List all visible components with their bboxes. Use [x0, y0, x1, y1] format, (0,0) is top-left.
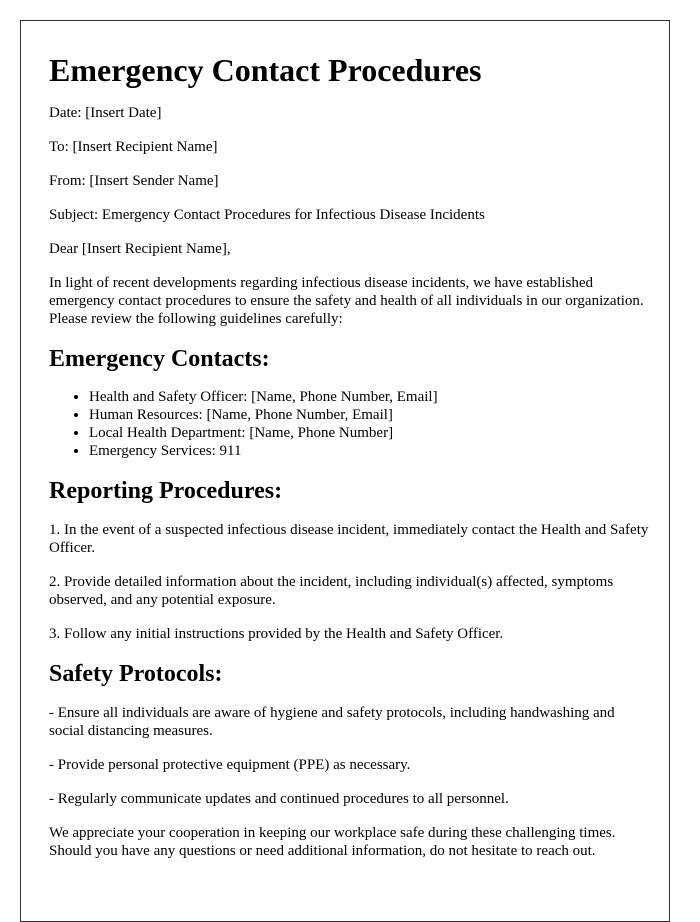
subject-line: Subject: Emergency Contact Procedures for Infectious Disease Incidents — [49, 206, 485, 223]
contact-item-human-resources: • Human Resources: [Name, Phone Number, Email] — [89, 406, 649, 424]
salutation: Dear [Insert Recipient Name], — [49, 240, 231, 257]
safety-item-communication: - Regularly communicate updates and continued procedures to all personnel. — [49, 790, 509, 807]
letter-page — [20, 20, 670, 922]
intro-paragraph: In light of recent developments regarding infectious disease incidents, we have established emergency contact procedures to ensure the safety and health of all individuals in our organization. Please review the following guidelines carefully: — [49, 274, 644, 327]
contact-item-emergency-services: • Emergency Services: 911 — [89, 442, 649, 460]
from-line: From: [Insert Sender Name] — [49, 172, 219, 189]
safety-protocols-heading: Safety Protocols: — [49, 660, 223, 687]
reporting-step-1: 1. In the event of a suspected infectious disease incident, immediately contact the Health and Safety Officer. — [49, 521, 649, 556]
emergency-contacts-heading: Emergency Contacts: — [49, 345, 270, 372]
to-line: To: [Insert Recipient Name] — [49, 138, 218, 155]
safety-item-ppe: - Provide personal protective equipment (PPE) as necessary. — [49, 756, 411, 773]
safety-item-hygiene: - Ensure all individuals are aware of hygiene and safety protocols, including handwashing and social distancing measures. — [49, 704, 615, 739]
date-line: Date: [Insert Date] — [49, 104, 162, 121]
emergency-contacts-list — [49, 388, 649, 460]
reporting-procedures-heading: Reporting Procedures: — [49, 478, 283, 505]
closing-paragraph: We appreciate your cooperation in keeping our workplace safe during these challenging times. Should you have any questions or need additional information, do not hesitate to reach out. — [49, 824, 616, 859]
contact-item-local-health-department: • Local Health Department: [Name, Phone Number] — [89, 424, 649, 442]
page-title: Emergency Contact Procedures — [49, 52, 482, 88]
reporting-step-2: 2. Provide detailed information about the incident, including individual(s) affected, symptoms observed, and any potential exposure. — [49, 573, 614, 608]
contact-item-health-safety-officer: • Health and Safety Officer: [Name, Phone Number, Email] — [89, 388, 649, 406]
reporting-step-3: 3. Follow any initial instructions provided by the Health and Safety Officer. — [49, 625, 504, 642]
